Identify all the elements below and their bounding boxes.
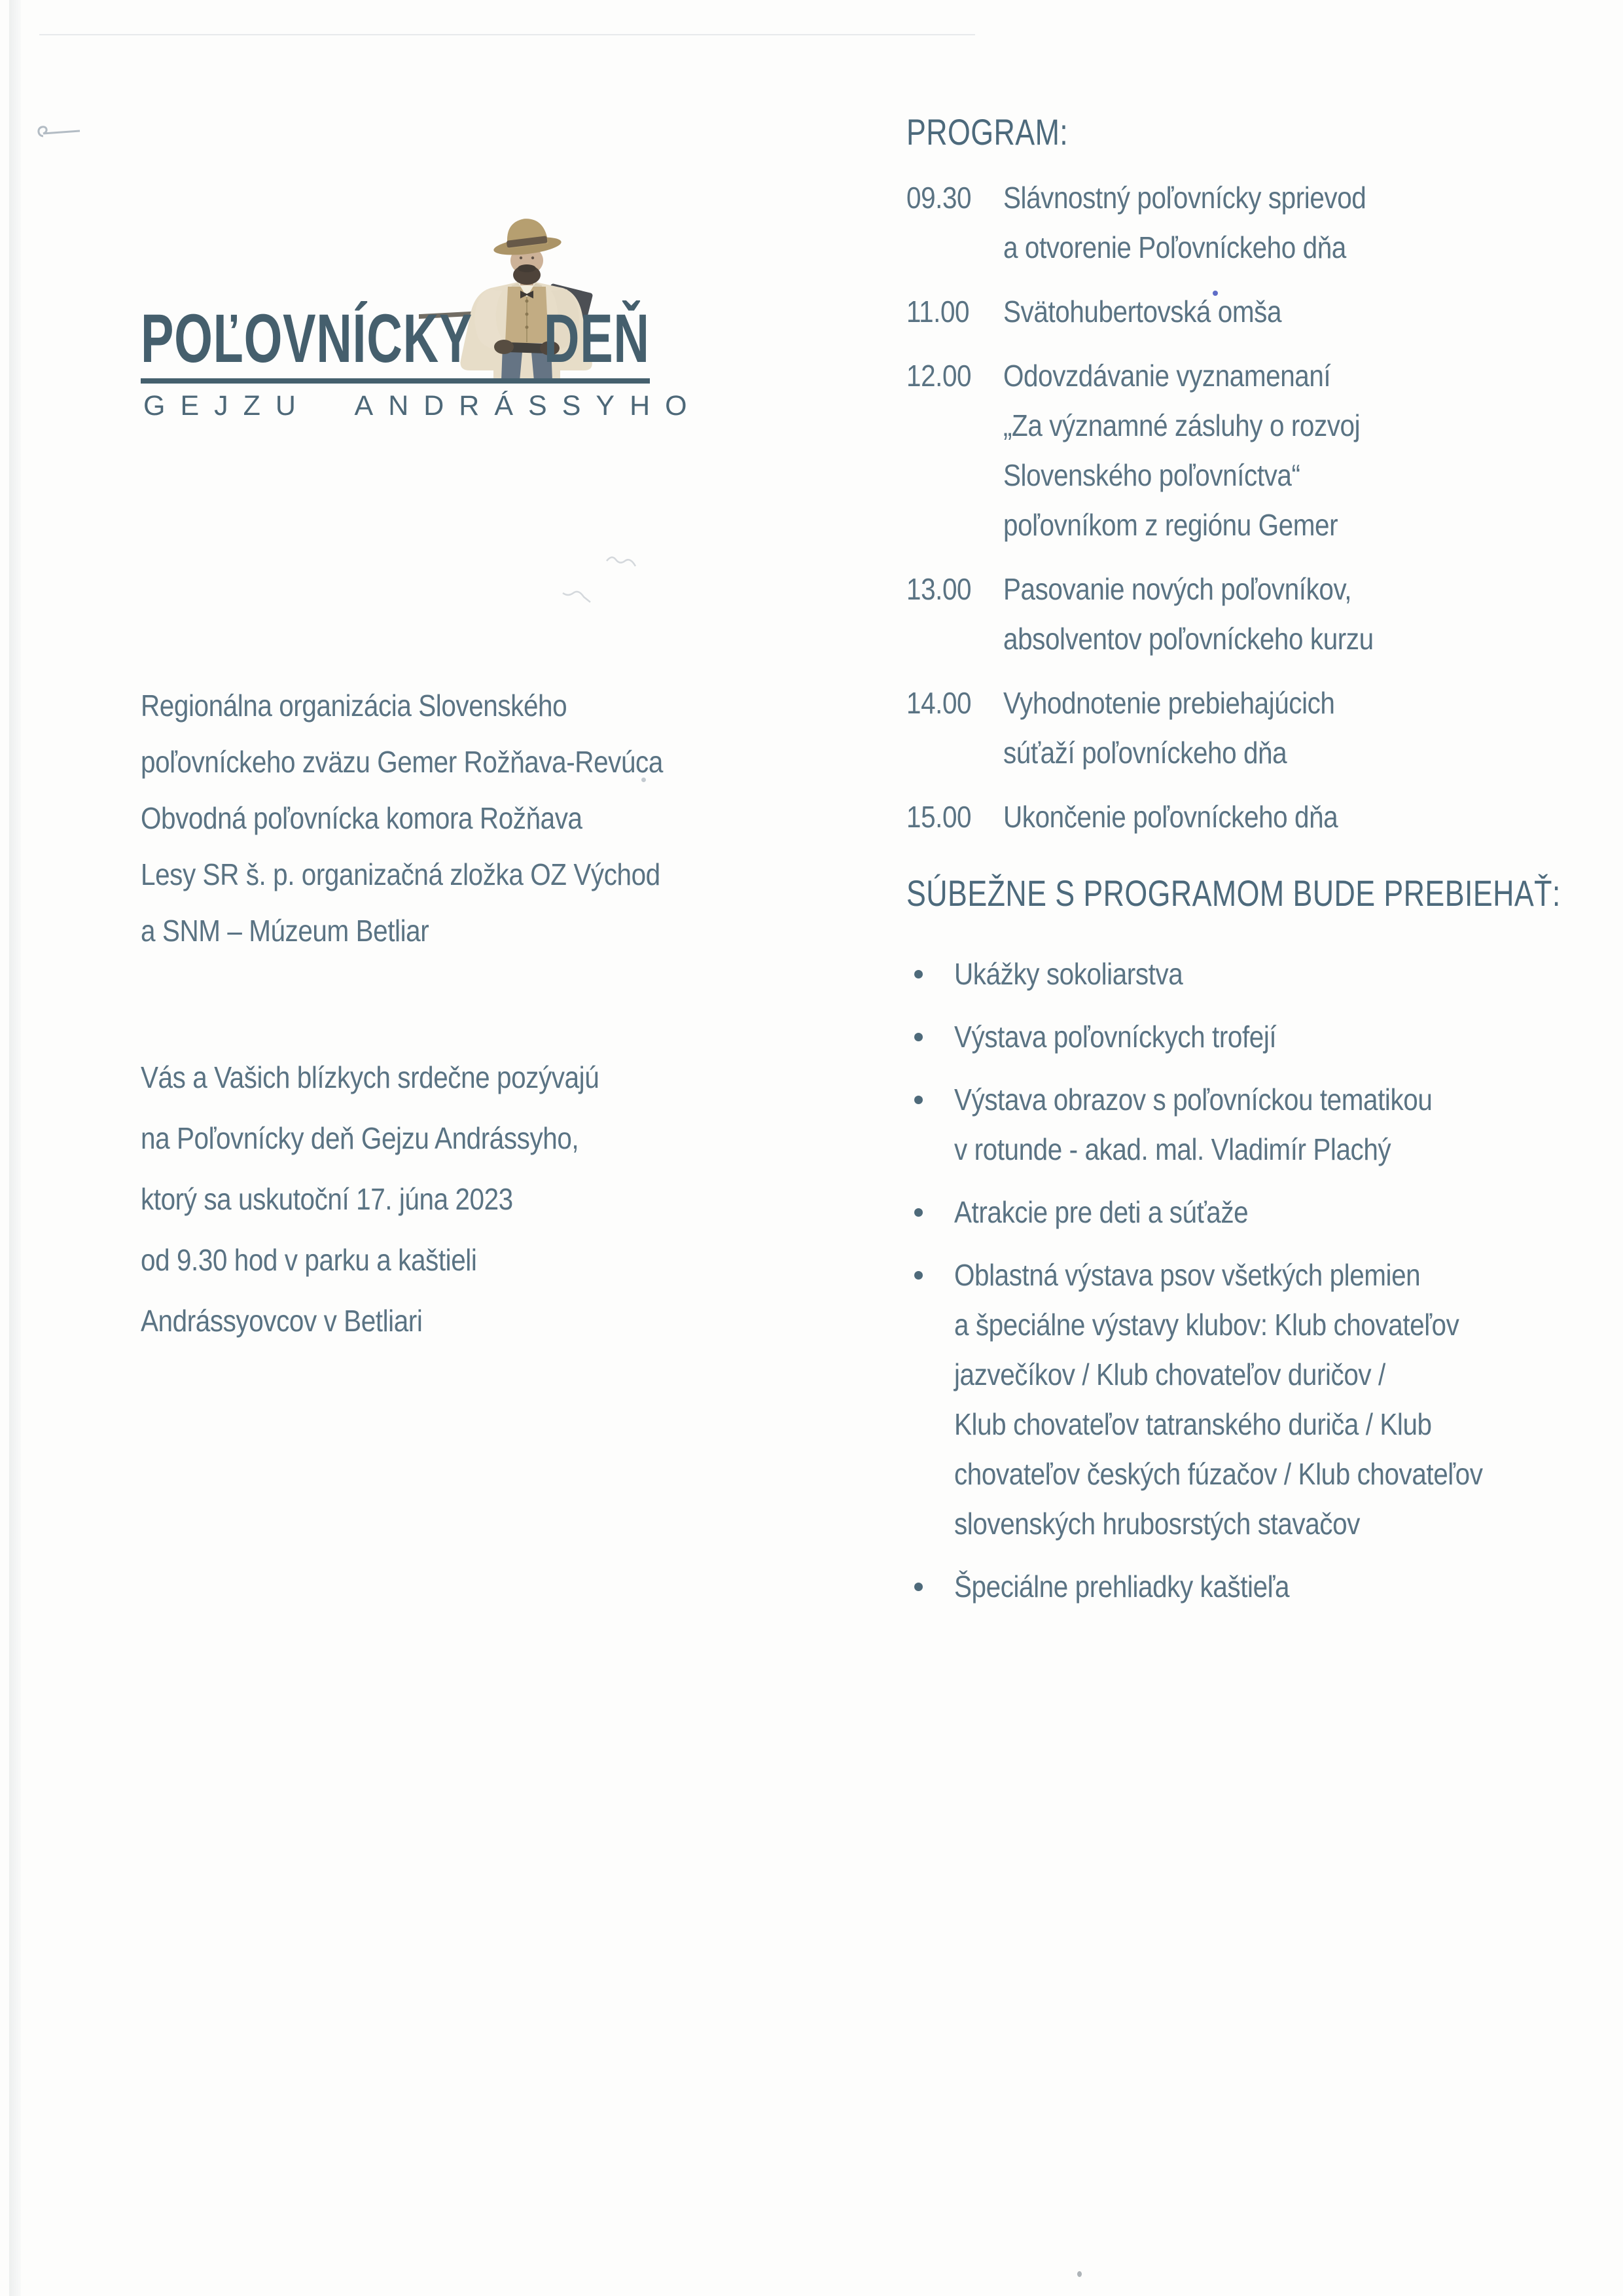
program-time: 14.00 [906, 686, 972, 720]
scan-artifact-speck [1077, 2271, 1082, 2277]
list-item [906, 1075, 1535, 1174]
scan-artifact-topline [39, 34, 975, 35]
program-list [906, 173, 1522, 842]
invitation-line: Andrássyovcov v Betliari [141, 1304, 423, 1338]
list-item-text: Výstava obrazov s poľovníckou tematikou [954, 1083, 1433, 1117]
list-item-text: Atrakcie pre deti a súťaže [954, 1195, 1249, 1229]
list-item-text: Ukážky sokoliarstva [954, 957, 1183, 991]
list-item-text: Výstava poľovníckych trofejí [954, 1020, 1277, 1054]
organizer-line: poľovníckeho zväzu Gemer Rožňava-Revúca [141, 745, 663, 779]
organizers-block [141, 677, 734, 959]
bullet-icon [914, 1271, 923, 1280]
program-text: Ukončenie poľovníckeho dňa [1003, 800, 1338, 834]
list-item-text: Klub chovateľov tatranského duriča / Klub [954, 1407, 1432, 1441]
program-item [906, 287, 1522, 336]
organizer-line: Lesy SR š. p. organizačná zložka OZ Východ [141, 857, 660, 891]
program-time: 15.00 [906, 800, 972, 834]
bullet-icon [914, 1583, 923, 1591]
program-text: „Za významné zásluhy o rozvoj [1003, 408, 1361, 442]
list-item-text: a špeciálne výstavy klubov: Klub chovateľov [954, 1308, 1459, 1342]
bullet-icon [914, 1208, 923, 1217]
logo-subtitle: GEJZU ANDRÁSSYHO [143, 390, 702, 422]
scan-artifact-curl [34, 119, 86, 148]
program-text: Slovenského poľovníctva“ [1003, 458, 1300, 492]
side-program-section [906, 872, 1561, 1624]
program-text: súťaží poľovníckeho dňa [1003, 736, 1287, 770]
program-text: Pasovanie nových poľovníkov, [1003, 572, 1352, 606]
program-item [906, 792, 1522, 842]
list-item [906, 949, 1535, 999]
program-item [906, 351, 1522, 550]
program-text: Vyhodnotenie prebiehajúcich [1003, 686, 1335, 720]
program-time: 09.30 [906, 181, 972, 215]
invitation-block [141, 1047, 662, 1352]
event-logo [141, 216, 702, 442]
invitation-line: Vás a Vašich blízkych srdečne pozývajú [141, 1060, 599, 1094]
program-text: Svätohubertovská omša [1003, 295, 1282, 329]
program-time: 13.00 [906, 572, 972, 606]
list-item-text: jazvečíkov / Klub chovateľov duričov / [954, 1357, 1385, 1391]
program-text: poľovníkom z regiónu Gemer [1003, 508, 1338, 542]
logo-underline [141, 378, 650, 384]
program-text: Slávnostný poľovnícky sprievod [1003, 181, 1366, 215]
bullet-icon [914, 970, 923, 978]
scan-artifact-mark [605, 553, 638, 570]
logo-title-right: DEŇ [544, 300, 650, 377]
side-program-list [906, 949, 1535, 1611]
invitation-line: od 9.30 hod v parku a kaštieli [141, 1243, 477, 1277]
organizer-line: Regionálna organizácia Slovenského [141, 689, 567, 723]
organizer-line: a SNM – Múzeum Betliar [141, 914, 429, 948]
program-item [906, 678, 1522, 778]
program-heading: PROGRAM: [906, 111, 1069, 152]
list-item [906, 1187, 1535, 1237]
list-item [906, 1562, 1535, 1611]
program-text: absolventov poľovníckeho kurzu [1003, 622, 1374, 656]
list-item-text: Špeciálne prehliadky kaštieľa [954, 1570, 1290, 1604]
program-text: Odovzdávanie vyznamenaní [1003, 359, 1331, 393]
bullet-icon [914, 1096, 923, 1104]
logo-title-left: POĽOVNÍCKY [141, 300, 473, 377]
list-item-text: v rotunde - akad. mal. Vladimír Plachý [954, 1132, 1391, 1166]
side-program-heading: SÚBEŽNE S PROGRAMOM BUDE PREBIEHAŤ: [906, 872, 1561, 914]
list-item-text: Oblastná výstava psov všetkých plemien [954, 1258, 1421, 1292]
bullet-icon [914, 1033, 923, 1041]
list-item [906, 1012, 1535, 1062]
program-item [906, 173, 1522, 272]
program-time: 12.00 [906, 359, 972, 393]
scan-artifact-edge [9, 0, 21, 2296]
program-section [906, 113, 1522, 856]
list-item [906, 1250, 1535, 1549]
organizer-line: Obvodná poľovnícka komora Rožňava [141, 801, 582, 835]
list-item-text: chovateľov českých fúzačov / Klub chovateľov [954, 1457, 1483, 1491]
scan-artifact-mark [562, 588, 592, 605]
program-item [906, 564, 1522, 664]
program-time: 11.00 [906, 295, 970, 329]
list-item-text: slovenských hrubosrstých stavačov [954, 1507, 1360, 1541]
program-text: a otvorenie Poľovníckeho dňa [1003, 230, 1346, 264]
invitation-line: ktorý sa uskutoční 17. júna 2023 [141, 1182, 513, 1216]
invitation-line: na Poľovnícky deň Gejzu Andrássyho, [141, 1121, 579, 1155]
